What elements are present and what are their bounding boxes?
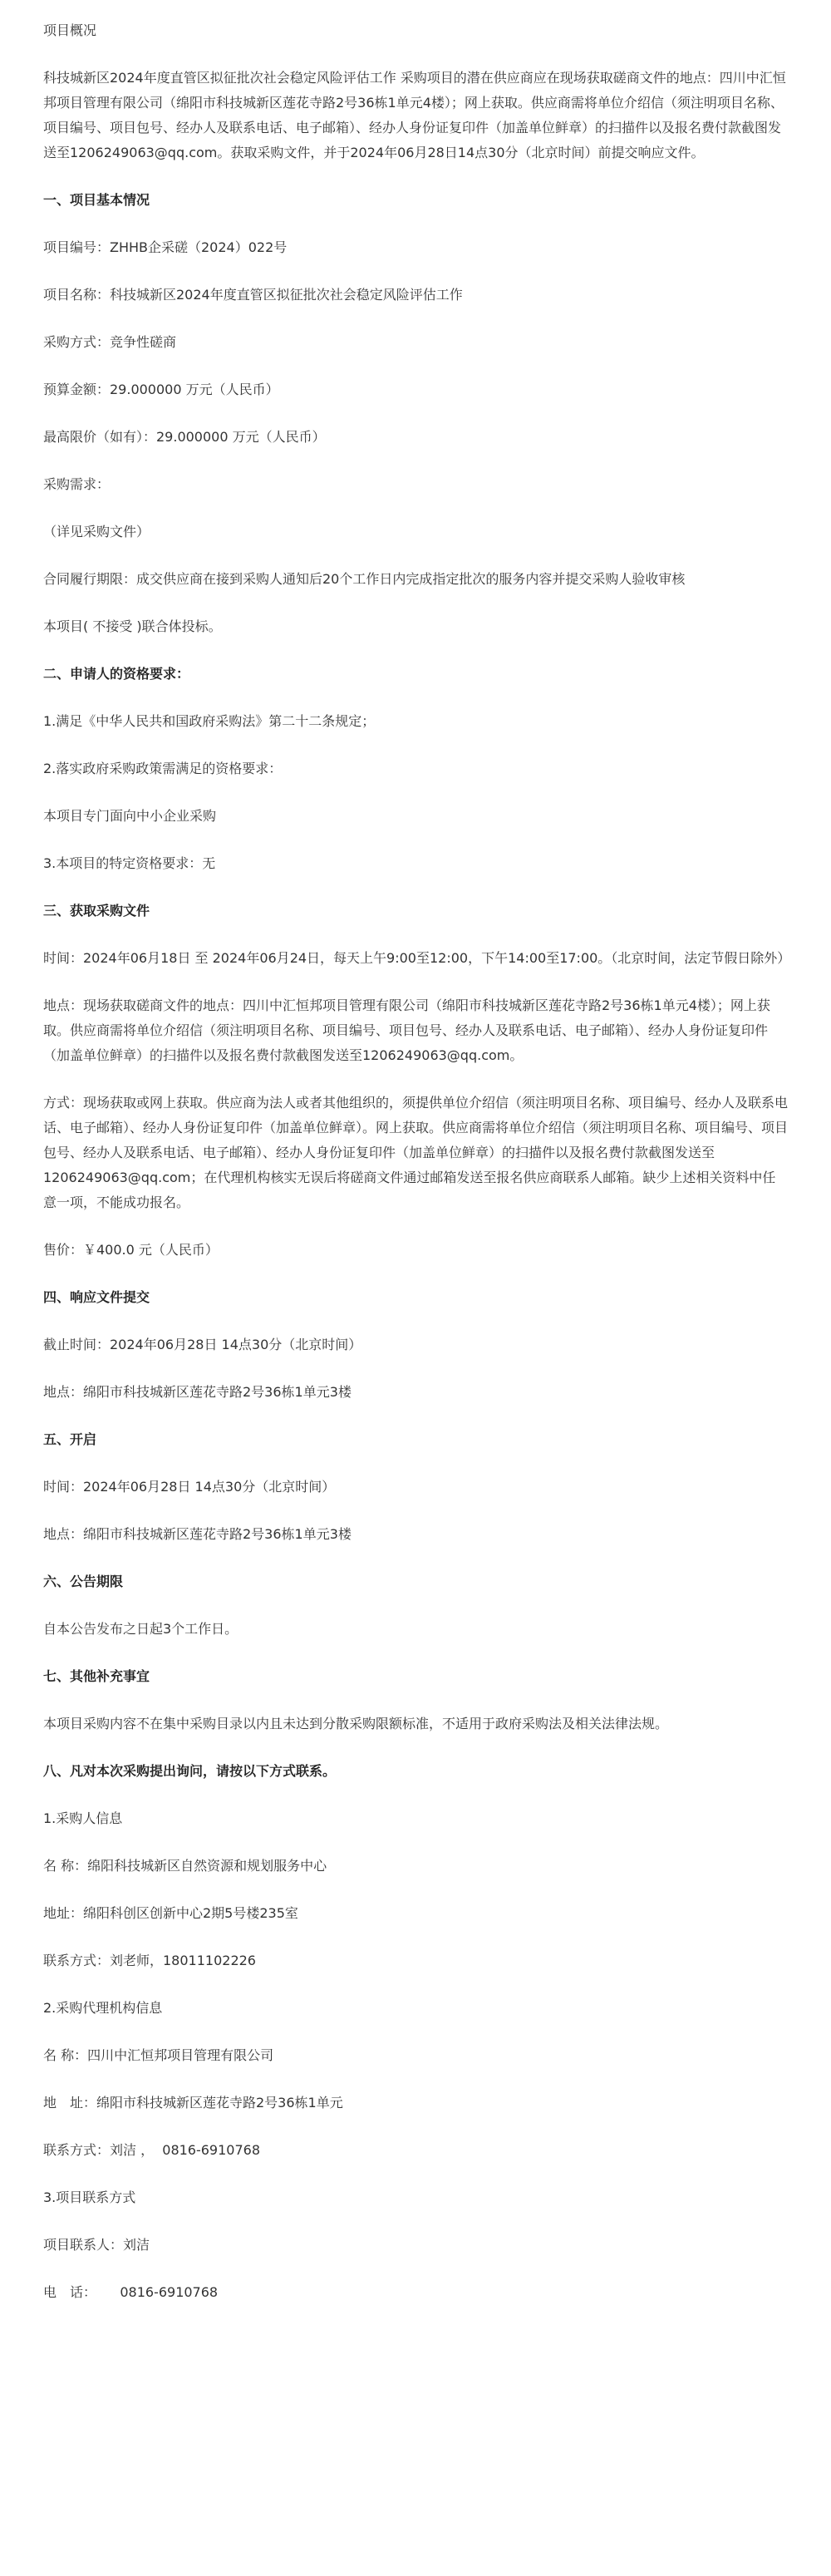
section-heading-opening: 五、开启 — [43, 1431, 97, 1447]
section-heading-submission: 四、响应文件提交 — [43, 1289, 150, 1305]
qualification-item-2: 2.落实政府采购政策需满足的资格要求： — [43, 761, 283, 776]
max-price: 最高限价（如有）：29.000000 万元（人民币） — [43, 429, 326, 445]
project-code: 项目编号：ZHHB企采磋（2024）022号 — [43, 239, 288, 255]
contract-period: 合同履行期限：成交供应商在接到采购人通知后20个工作日内完成指定批次的服务内容并提交采购人验收审核 — [43, 571, 686, 587]
announcement-period: 自本公告发布之日起3个工作日。 — [43, 1621, 238, 1637]
obtain-time: 时间：2024年06月18日 至 2024年06月24日，每天上午9:00至12:00，下午14:00至17:00。（北京时间，法定节假日除外） — [43, 950, 791, 966]
buyer-info-title: 1.采购人信息 — [43, 1810, 123, 1826]
buyer-address: 地址：绵阳科创区创新中心2期5号楼235室 — [43, 1905, 298, 1921]
demand-label: 采购需求： — [43, 476, 111, 492]
section-heading-supplementary: 七、其他补充事宜 — [43, 1668, 150, 1684]
opening-time: 时间：2024年06月28日 14点30分（北京时间） — [43, 1479, 336, 1495]
agency-address: 地 址：绵阳市科技城新区莲花寺路2号36栋1单元 — [43, 2095, 343, 2111]
overview-paragraph: 科技城新区2024年度直管区拟征批次社会稳定风险评估工作 采购项目的潜在供应商应在现场获取磋商文件的地点：四川中汇恒邦项目管理有限公司（绵阳市科技城新区莲花寺路2号36栋1单元4楼）；网上获取。供应商需将单位介绍信（须注明项目名称、项目编号、项目包号、经办人及联系电话、电子邮箱）、经办人身份证复印件（加盖单位鲜章）的扫描件以及报名费付款截图发送至1206249063@qq.com。获取采购文件，并于2024年06月28日14点30分（北京时间）前提交响应文件。 — [43, 70, 786, 160]
qualification-item-1: 1.满足《中华人民共和国政府采购法》第二十二条规定； — [43, 713, 376, 729]
project-name: 项目名称：科技城新区2024年度直管区拟征批次社会稳定风险评估工作 — [43, 287, 463, 303]
obtain-price: 售价：￥400.0 元（人民币） — [43, 1242, 219, 1258]
consortium-note: 本项目( 不接受 )联合体投标。 — [43, 618, 222, 634]
demand-detail: （详见采购文件） — [43, 524, 150, 539]
page-title: 项目概况 — [43, 22, 97, 38]
obtain-way: 方式：现场获取或网上获取。供应商为法人或者其他组织的，须提供单位介绍信（须注明项目名称、项目编号、经办人及联系电话、电子邮箱）、经办人身份证复印件（加盖单位鲜章）。网上获取。供应商需将单位介绍信（须注明项目名称、项目编号、项目包号、经办人及联系电话、电子邮箱）、经办人身份证复印件（加盖单位鲜章）的扫描件以及报名费付款截图发送至1206249063@qq.com；在代理机构核实无误后将磋商文件通过邮箱发送至报名供应商联系人邮箱。缺少上述相关资料中任意一项，不能成功报名。 — [43, 1095, 789, 1210]
project-contact-title: 3.项目联系方式 — [43, 2189, 136, 2205]
section-heading-period: 六、公告期限 — [43, 1574, 124, 1589]
procurement-method: 采购方式：竞争性磋商 — [43, 334, 177, 350]
buyer-name: 名 称：绵阳科技城新区自然资源和规划服务中心 — [43, 1858, 327, 1874]
budget-amount: 预算金额：29.000000 万元（人民币） — [43, 382, 279, 397]
agency-contact: 联系方式：刘洁 ， 0816-6910768 — [43, 2142, 261, 2158]
section-heading-qualification: 二、申请人的资格要求： — [43, 666, 190, 682]
section-heading-contact: 八、凡对本次采购提出询问，请按以下方式联系。 — [43, 1763, 337, 1779]
section-heading-basic-info: 一、项目基本情况 — [43, 192, 150, 208]
project-contact-person: 项目联系人：刘洁 — [43, 2237, 150, 2253]
submission-place: 地点：绵阳市科技城新区莲花寺路2号36栋1单元3楼 — [43, 1384, 352, 1400]
agency-info-title: 2.采购代理机构信息 — [43, 2000, 163, 2016]
agency-name: 名 称：四川中汇恒邦项目管理有限公司 — [43, 2047, 274, 2063]
section-heading-obtain-docs: 三、获取采购文件 — [43, 903, 150, 919]
opening-place: 地点：绵阳市科技城新区莲花寺路2号36栋1单元3楼 — [43, 1526, 352, 1542]
qualification-item-3: 3.本项目的特定资格要求：无 — [43, 855, 216, 871]
project-contact-phone: 电 话： 0816-6910768 — [43, 2284, 219, 2300]
buyer-contact: 联系方式：刘老师，18011102226 — [43, 1953, 256, 1968]
supplementary-text: 本项目采购内容不在集中采购目录以内且未达到分散采购限额标准，不适用于政府采购法及相关法律法规。 — [43, 1716, 669, 1731]
submission-deadline: 截止时间：2024年06月28日 14点30分（北京时间） — [43, 1337, 362, 1352]
obtain-place: 地点：现场获取磋商文件的地点：四川中汇恒邦项目管理有限公司（绵阳市科技城新区莲花寺路2号36栋1单元4楼）；网上获取。供应商需将单位介绍信（须注明项目名称、项目编号、项目包号、经办人及联系电话、电子邮箱）、经办人身份证复印件（加盖单位鲜章）的扫描件以及报名费付款截图发送至1206249063@qq.com。 — [43, 997, 770, 1063]
qualification-item-2-detail: 本项目专门面向中小企业采购 — [43, 808, 217, 824]
